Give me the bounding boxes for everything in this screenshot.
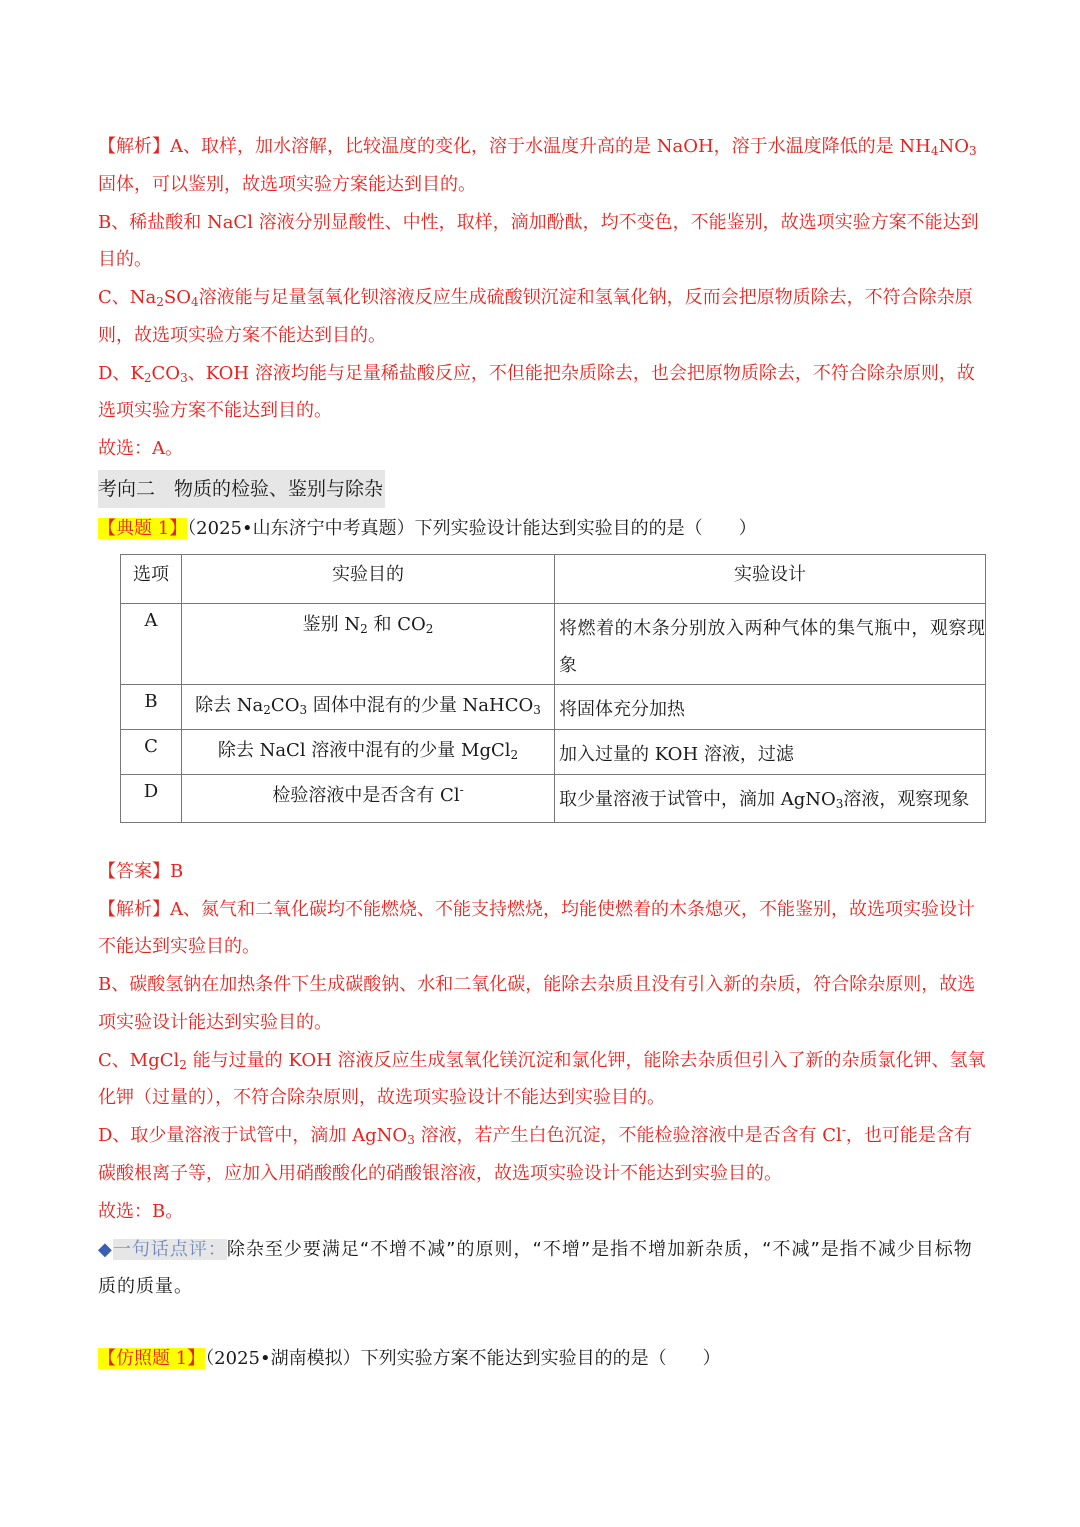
text: 溶液能与足量氢氧化钡溶液反应生成硫酸钡沉淀和氢氧化钠，反而会把原物质除去，不符合除杂原则，故选项实验方案不能达到目的。	[98, 287, 973, 346]
question-text: （2025•湖南模拟）下列实验方案不能达到实验目的的是（ ）	[205, 1347, 721, 1369]
analysis-c	[98, 1042, 986, 1117]
diamond-icon: ◆	[98, 1238, 113, 1260]
design-cell: 将燃着的木条分别放入两种气体的集气瓶中，观察现象	[555, 603, 986, 684]
subscript: 3	[968, 144, 977, 158]
design-cell: 将固体充分加热	[555, 684, 986, 729]
subscript: 3	[533, 702, 541, 717]
answer-label: 【答案】	[98, 860, 170, 882]
text: 取少量溶液于试管中，滴加 AgNO	[559, 788, 836, 810]
subscript: 2	[510, 747, 519, 762]
analysis-d	[98, 1117, 986, 1192]
text: 除去 NaCl 溶液中混有的少量 MgCl	[217, 739, 511, 761]
subscript: 4	[930, 144, 939, 158]
header-goal: 实验目的	[182, 554, 555, 603]
text: ，也可能是含有碳酸根离子等，应加入用硝酸酸化的硝酸银溶液，故选项实验设计不能达到实验目的。	[98, 1125, 972, 1184]
text: SO	[163, 287, 191, 308]
prev-conclusion: 故选：A。	[98, 438, 183, 459]
text: 溶液，若产生白色沉淀，不能检验溶液中是否含有 Cl	[420, 1125, 842, 1146]
text: 和 CO	[373, 613, 426, 635]
question-text: （2025•山东济宁中考真题）下列实验设计能达到实验目的的是（ ）	[187, 517, 757, 539]
prev-analysis-a	[98, 128, 986, 203]
superscript: -	[841, 1123, 846, 1137]
text: NO	[938, 136, 969, 157]
subscript: 3	[299, 702, 308, 717]
superscript: -	[459, 782, 464, 797]
goal-cell	[182, 684, 555, 729]
goal-cell	[182, 729, 555, 774]
answer-value: B	[170, 860, 184, 882]
text: CO	[270, 694, 300, 716]
subscript: 2	[156, 295, 164, 309]
text: 固体，可以鉴别，故选项实验方案能达到目的。	[98, 173, 476, 195]
review	[98, 1231, 986, 1306]
header-design: 实验设计	[555, 554, 986, 603]
prev-analysis-c	[98, 279, 986, 354]
section-heading: 考向二 物质的检验、鉴别与除杂	[98, 470, 385, 508]
prev-analysis-b: B、稀盐酸和 NaCl 溶液分别显酸性、中性，取样，滴加酚酞，均不变色，不能鉴别，故选项实验方案不能达到目的。	[98, 211, 979, 270]
analysis-label: 【解析】	[98, 898, 170, 920]
text: D、K	[98, 362, 144, 384]
analysis-a	[98, 891, 986, 966]
analysis-label: 【解析】	[98, 136, 170, 157]
subscript: 3	[407, 1133, 415, 1147]
table-row	[121, 603, 986, 684]
review-label: 一句话点评：	[112, 1238, 227, 1260]
option-cell: B	[121, 684, 182, 729]
spacer	[98, 823, 986, 853]
text: C、MgCl	[98, 1049, 180, 1071]
text: 、KOH 溶液均能与足量稀盐酸反应，不但能把杂质除去，也会把原物质除去，不符合除杂原则，故选项实验方案不能达到目的。	[98, 362, 975, 421]
subscript: 2	[360, 621, 368, 636]
subscript: 4	[191, 295, 199, 309]
subscript: 3	[180, 370, 188, 385]
text: A、氮气和二氧化碳均不能燃烧、不能支持燃烧，均能使燃着的木条熄灭，不能鉴别，故选项实验设计不能达到实验目的。	[98, 898, 975, 957]
subscript: 2	[425, 621, 434, 636]
table-header-row	[121, 554, 986, 603]
subscript: 2	[179, 1057, 187, 1072]
option-cell: D	[121, 774, 182, 822]
example-tag: 【典题 1】	[98, 517, 188, 539]
text: D、取少量溶液于试管中，滴加 AgNO	[98, 1125, 408, 1146]
text: 鉴别 N	[302, 613, 361, 635]
text: 固体中混有的少量 NaHCO	[312, 694, 534, 716]
spacer	[98, 1306, 986, 1338]
table-row	[121, 729, 986, 774]
table-row	[121, 774, 986, 822]
goal-cell	[182, 774, 555, 822]
answer	[98, 853, 986, 891]
subscript: 3	[835, 796, 844, 811]
imitation-question	[98, 1340, 986, 1378]
text: C、Na	[98, 287, 157, 308]
text: 溶液，观察现象	[843, 788, 970, 810]
text: 能与过量的 KOH 溶液反应生成氢氧化镁沉淀和氯化钾，能除去杂质但引入了新的杂质氯化钾、氢氧化钾（过量的），不符合除杂原则，故选项实验设计不能达到实验目的。	[98, 1049, 986, 1108]
analysis-conclusion: 故选：B。	[98, 1200, 184, 1222]
header-option: 选项	[121, 554, 182, 603]
design-cell	[555, 774, 986, 822]
review-text: 除杂至少要满足“不增不减”的原则，“不增”是指不增加新杂质，“不减”是指不减少目标物质的质量。	[98, 1238, 973, 1297]
example-question	[98, 510, 986, 548]
text: A、取样，加水溶解，比较温度的变化，溶于水温度升高的是 NaOH，溶于水温度降低的是 NH	[170, 136, 931, 157]
text: CO	[151, 362, 181, 384]
design-cell: 加入过量的 KOH 溶液，过滤	[555, 729, 986, 774]
subscript: 2	[263, 702, 271, 717]
prev-analysis-d	[98, 355, 986, 430]
table-row	[121, 684, 986, 729]
option-cell: A	[121, 603, 182, 684]
document-page	[98, 128, 986, 1378]
experiment-table	[120, 554, 986, 823]
analysis-b: B、碳酸氢钠在加热条件下生成碳酸钠、水和二氧化碳，能除去杂质且没有引入新的杂质，符合除杂原则，故选项实验设计能达到实验目的。	[98, 974, 976, 1033]
text: 除去 Na	[195, 694, 264, 716]
text: 检验溶液中是否含有 Cl	[272, 784, 460, 806]
option-cell: C	[121, 729, 182, 774]
goal-cell	[182, 603, 555, 684]
imitation-tag: 【仿照题 1】	[98, 1347, 206, 1369]
subscript: 2	[143, 370, 152, 385]
